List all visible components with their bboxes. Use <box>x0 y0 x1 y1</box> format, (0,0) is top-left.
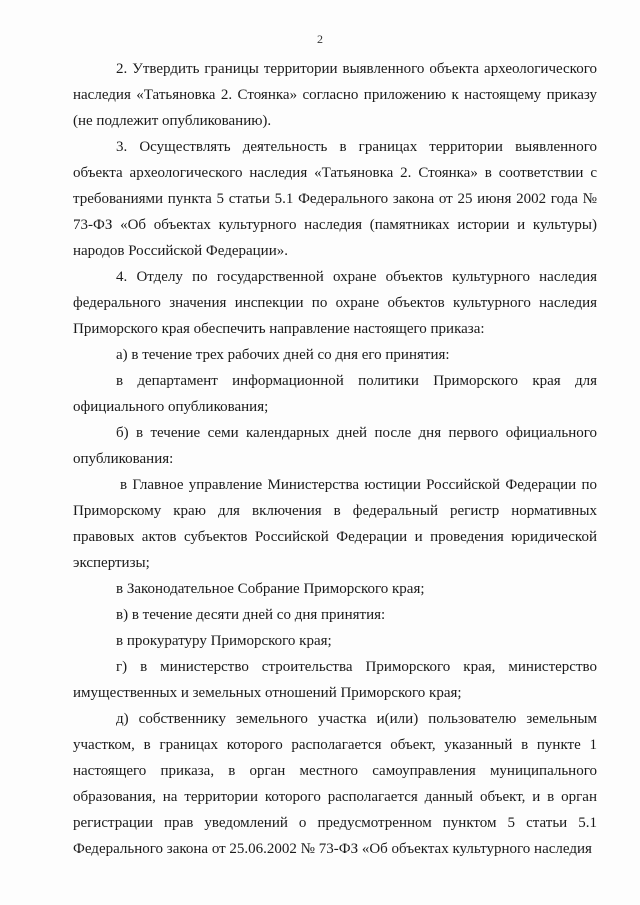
subparagraph-b: б) в течение семи календарных дней после дня первого официального опубликования: <box>73 425 597 467</box>
recipient-legislative-assembly: в Законодательное Собрание Приморского края; <box>116 581 425 597</box>
paragraph-item-2: 2. Утвердить границы территории выявленного объекта археологического наследия «Татьяновка 2. Стоянка» согласно приложению к настоящему приказу (не подлежит опубликованию). <box>73 61 597 129</box>
paragraph-item-4: 4. Отделу по государственной охране объектов культурного наследия федерального значения инспекции по охране объектов культурного наследия Приморского края обеспечить направление настоящего приказа: <box>73 269 597 337</box>
recipient-department-info-policy: в департамент информационной политики Приморского края для официального опубликования; <box>73 373 597 415</box>
subparagraph-d: д) собственнику земельного участка и(или) пользователю земельным участком, в границах которого располагается объект, указанный в пункте 1 настоящего приказа, в орган местного самоуправления муниципального образования, на территории которого располагается данный объект, и в орган регистрации прав уведомлений о предусмотренном пунктом 5 статьи 5.1 Федерального закона от 25.06.2002 № 73-ФЗ «Об объектах культурного наследия <box>73 711 597 857</box>
page-number: 2 <box>317 32 323 46</box>
paragraph-item-3: 3. Осуществлять деятельность в границах территории выявленного объекта археологического наследия «Татьяновка 2. Стоянка» в соответствии с требованиями пункта 5 статьи 5.1 Федерального закона от 25 июня 2002 года № 73-ФЗ «Об объектах культурного наследия (памятниках истории и культуры) народов Российской Федерации». <box>73 139 597 259</box>
recipient-prosecutor: в прокуратуру Приморского края; <box>116 633 332 649</box>
recipient-ministry-of-justice: в Главное управление Министерства юстиции Российской Федерации по Приморскому краю для включения в федеральный регистр нормативных правовых актов субъектов Российской Федерации и проведения юридической экспертизы; <box>73 477 597 571</box>
subparagraph-g: г) в министерство строительства Приморского края, министерство имущественных и земельных отношений Приморского края; <box>73 659 597 701</box>
subparagraph-v: в) в течение десяти дней со дня принятия: <box>116 607 386 623</box>
document-body <box>73 56 597 862</box>
subparagraph-a: а) в течение трех рабочих дней со дня его принятия: <box>116 347 450 363</box>
